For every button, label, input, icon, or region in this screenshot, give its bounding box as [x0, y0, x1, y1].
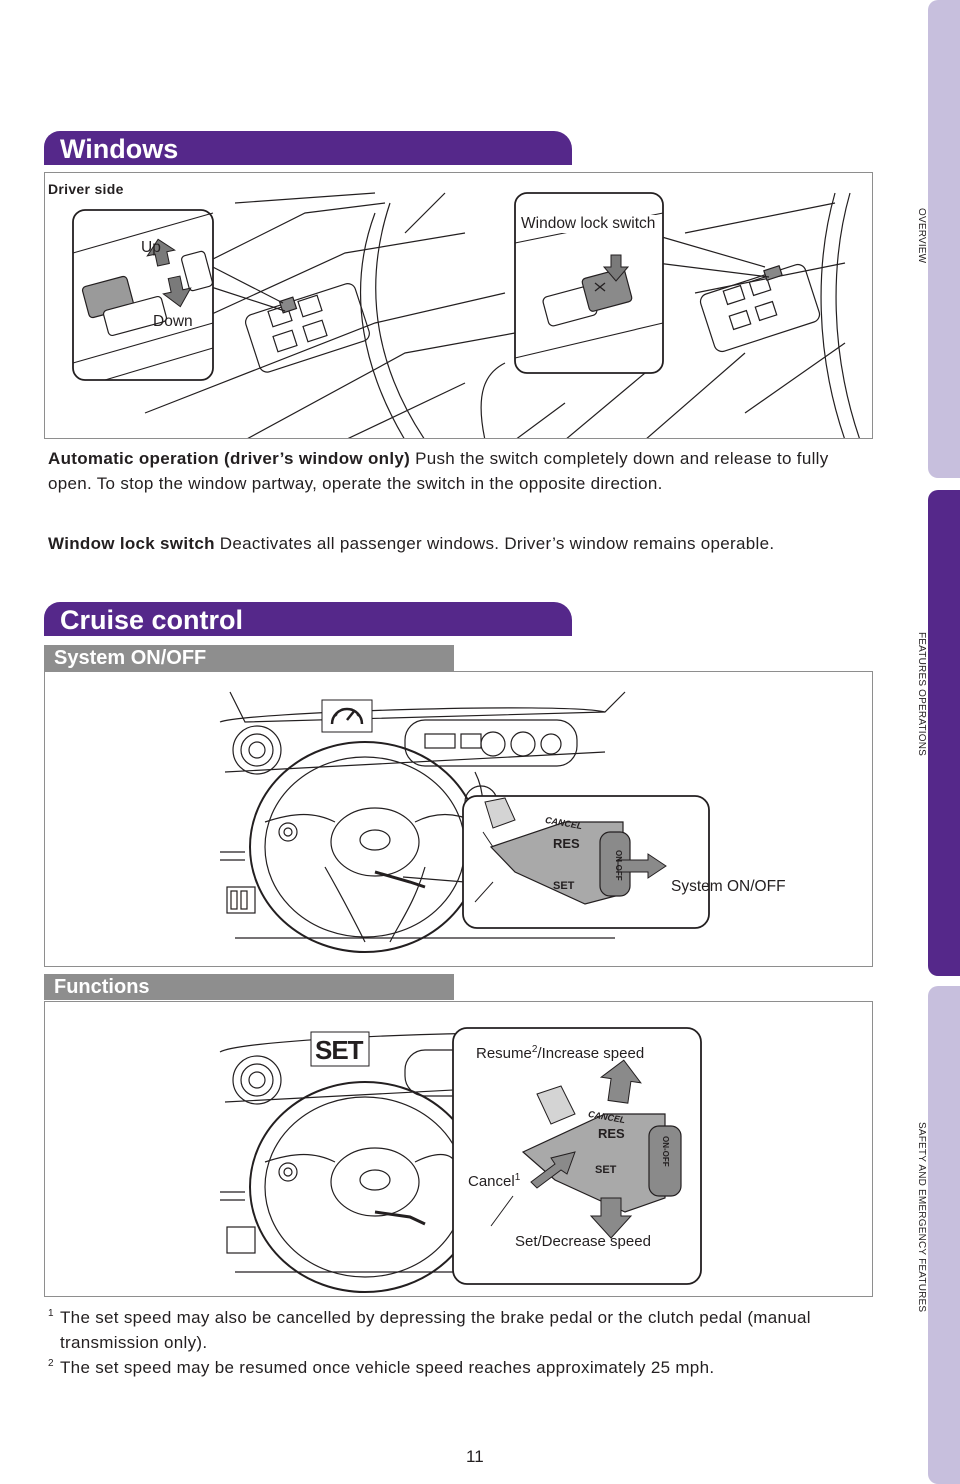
automatic-operation-heading: Automatic operation (driver’s window only) [48, 449, 411, 468]
lever-cancel-text: CANCEL [544, 814, 584, 832]
functions-figure [44, 1001, 873, 1297]
tab-features-operations[interactable] [928, 490, 960, 976]
door-panel-illustration [45, 173, 873, 439]
callout-system-onoff: System ON/OFF [671, 878, 786, 895]
chapter-tabs [928, 0, 960, 1484]
functions-lever-res-text: RES [598, 1126, 625, 1141]
functions-illustration [45, 1002, 873, 1297]
windows-lock-paragraph [48, 531, 868, 556]
tab-overview[interactable] [928, 0, 960, 478]
functions-lever-set-text: SET [595, 1164, 617, 1176]
cruise-section-title: Cruise control [44, 602, 572, 636]
set-badge: SET [315, 1035, 363, 1065]
system-onoff-figure [44, 671, 873, 967]
system-onoff-subheader: System ON/OFF [44, 645, 454, 671]
tab-safety-emergency[interactable] [928, 986, 960, 1484]
window-lock-text: Deactivates all passenger windows. Driver’s window remains operable. [214, 534, 775, 553]
windows-automatic-paragraph [48, 446, 868, 496]
callout-set-decrease: Set/Decrease speed [515, 1233, 651, 1250]
footnotes [48, 1305, 888, 1380]
driver-side-label: Driver side [48, 181, 124, 197]
steering-wheel-illustration [45, 672, 873, 967]
footnote-1: 1 The set speed may also be cancelled by depressing the brake pedal or the clutch pedal (manual transmission only). [48, 1308, 811, 1352]
callout-resume-increase: Resume$^2$/Increase speed [476, 1044, 645, 1062]
lever-set-text: SET [553, 880, 575, 892]
callout-up: Up [141, 239, 161, 256]
tab-label-overview: OVERVIEW [916, 208, 927, 264]
automatic-operation-text: Push the switch completely down and release to fully open. To stop the window partway, operate the switch in the opposite direction. [48, 449, 829, 493]
tab-label-safety: SAFETY AND EMERGENCY FEATURES [916, 1122, 927, 1313]
tab-label-features: FEATURES OPERATIONS [916, 632, 927, 757]
windows-figure [44, 172, 873, 439]
page-number: 11 [466, 1447, 484, 1466]
lever-res-text: RES [553, 836, 580, 851]
lever-onoff-text: ON-OFF [614, 850, 623, 881]
windows-section-title: Windows [44, 131, 572, 165]
window-lock-heading: Window lock switch [48, 534, 215, 553]
footnote-2: 2 The set speed may be resumed once vehicle speed reaches approximately 25 mph. [48, 1358, 715, 1377]
callout-down: Down [153, 313, 193, 330]
callout-cancel: Cancel$^1$ [468, 1172, 521, 1190]
functions-subheader: Functions [44, 974, 454, 1000]
callout-window-lock-switch: Window lock switch [521, 215, 656, 232]
functions-lever-cancel-text: CANCEL [587, 1108, 627, 1126]
functions-lever-onoff-text: ON-OFF [661, 1136, 670, 1167]
